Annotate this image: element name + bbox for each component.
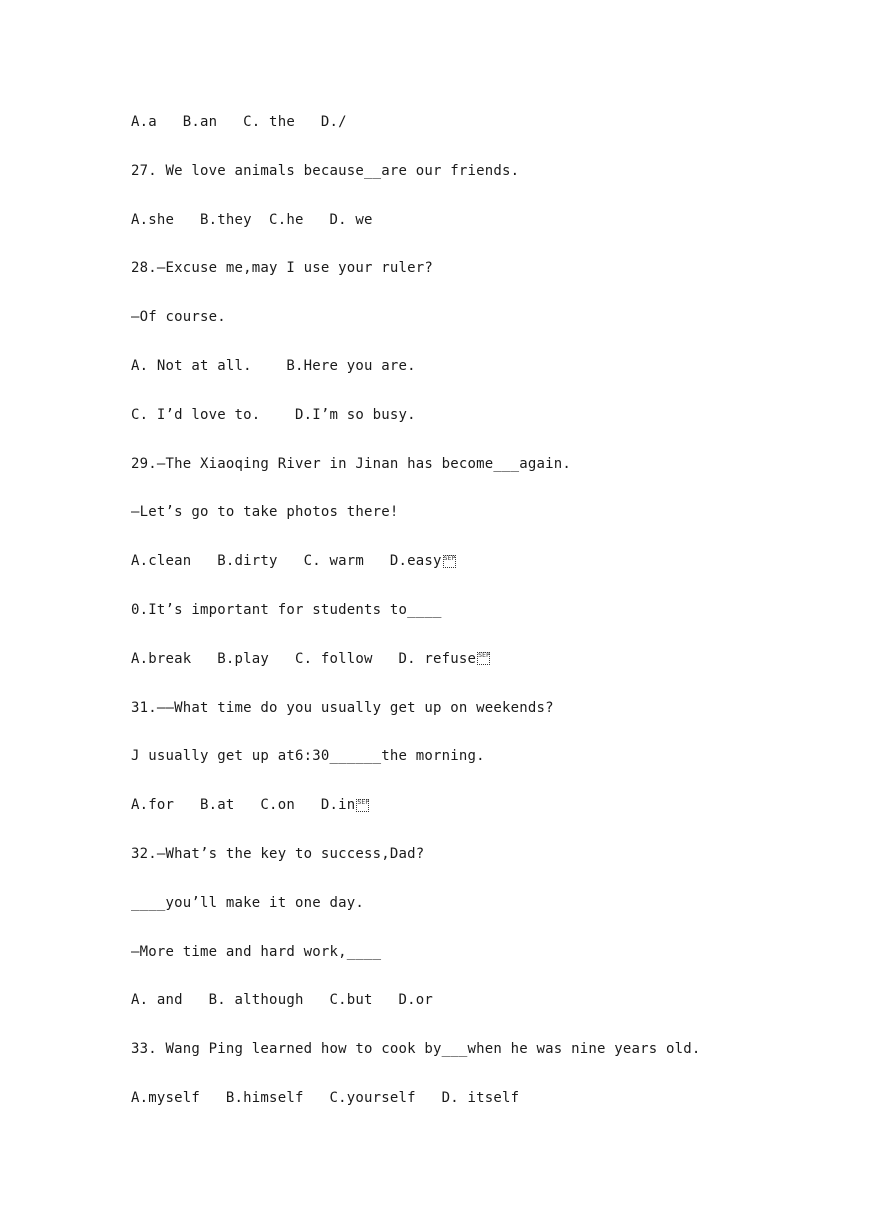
document-line	[131, 208, 831, 257]
question-list	[131, 110, 831, 1135]
document-line	[131, 891, 831, 940]
line-text: A. Not at all. B.Here you are.	[131, 357, 416, 374]
document-line	[131, 842, 831, 891]
line-text: 33. Wang Ping learned how to cook by___when he was nine years old.	[131, 1041, 701, 1058]
line-text: —Of course.	[131, 309, 226, 326]
line-text: —More time and hard work,____	[131, 943, 382, 960]
document-line	[131, 744, 831, 793]
line-text: ____you’ll make it one day.	[131, 894, 364, 911]
line-text: 29.—The Xiaoqing River in Jinan has become___again.	[131, 455, 572, 472]
document-line	[131, 696, 831, 745]
document-line	[131, 403, 831, 452]
line-text: A.she B.they C.he D. we	[131, 211, 373, 228]
line-text: J usually get up at6:30______the morning.	[131, 748, 485, 765]
line-text: A.break B.play C. follow D. refuse	[131, 650, 477, 667]
document-line	[131, 305, 831, 354]
document-line	[131, 793, 831, 842]
line-text: A.a B.an C. the D./	[131, 114, 347, 130]
line-text: A.clean B.dirty C. warm D.easy	[131, 553, 442, 570]
document-line	[131, 647, 831, 696]
document-line	[131, 549, 831, 598]
document-line	[131, 500, 831, 549]
document-line	[131, 452, 831, 501]
separator-glyph-icon: SEP	[443, 555, 456, 568]
document-line	[131, 110, 831, 159]
separator-glyph-icon: SEP	[356, 799, 369, 812]
line-text: 27. We love animals because__are our friends.	[131, 162, 520, 179]
document-line	[131, 354, 831, 403]
document-line	[131, 256, 831, 305]
line-text: A.for B.at C.on D.in	[131, 797, 356, 814]
line-text: —Let’s go to take photos there!	[131, 504, 399, 521]
document-line	[131, 988, 831, 1037]
line-text: 31.——What time do you usually get up on weekends?	[131, 699, 554, 716]
document-line	[131, 1037, 831, 1086]
line-text: 28.—Excuse me,may I use your ruler?	[131, 260, 434, 277]
line-text: A. and B. although C.but D.or	[131, 992, 434, 1009]
line-text: A.myself B.himself C.yourself D. itself	[131, 1089, 520, 1106]
document-line	[131, 1086, 831, 1135]
document-line	[131, 598, 831, 647]
line-text: 0.It’s important for students to____	[131, 601, 442, 618]
separator-glyph-icon: SEP	[477, 652, 490, 665]
document-line	[131, 940, 831, 989]
document-line	[131, 159, 831, 208]
line-text: C. I’d love to. D.I’m so busy.	[131, 406, 416, 423]
line-text: 32.—What’s the key to success,Dad?	[131, 845, 425, 862]
